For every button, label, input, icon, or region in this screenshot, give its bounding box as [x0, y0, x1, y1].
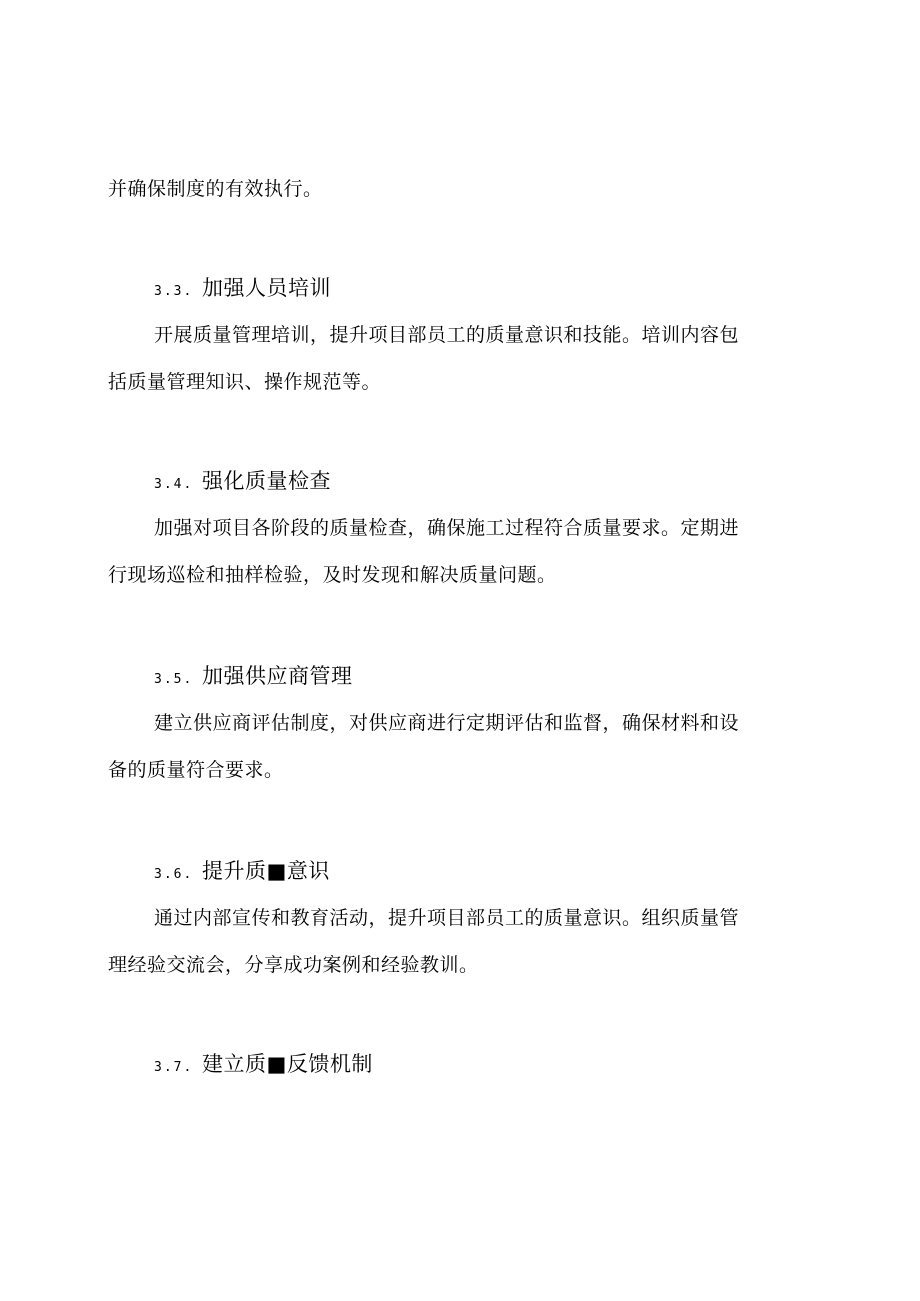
section-heading-3-6	[154, 855, 330, 885]
section-number: 3.6.	[154, 867, 194, 882]
section-body-3-6	[108, 895, 808, 989]
section-number: 3.5.	[154, 672, 194, 687]
intro-paragraph	[108, 166, 808, 213]
section-number: 3.4.	[154, 477, 194, 492]
section-body-3-4	[108, 505, 808, 599]
section-heading-3-3	[154, 272, 331, 302]
section-title: 强化质量检查	[202, 469, 331, 493]
section-heading-3-5	[154, 660, 353, 690]
section-body-3-5	[108, 700, 808, 794]
paragraph-line: 行现场巡检和抽样检验，及时发现和解决质量问题。	[108, 564, 557, 586]
section-title: 加强人员培训	[202, 276, 331, 300]
paragraph-line: 开展质量管理培训，提升项目部员工的质量意识和技能。培训内容包	[154, 324, 740, 346]
paragraph-line: 理经验交流会，分享成功案例和经验教训。	[108, 954, 479, 976]
paragraph-line: 备的质量符合要求。	[108, 759, 284, 781]
paragraph-line: 并确保制度的有效执行。	[108, 178, 323, 200]
paragraph-line: 加强对项目各阶段的质量检查，确保施工过程符合质量要求。定期进	[154, 517, 740, 539]
section-body-3-3	[108, 312, 808, 406]
section-heading-3-4	[154, 465, 331, 495]
section-number: 3.3.	[154, 284, 194, 299]
section-title: 加强供应商管理	[202, 664, 353, 688]
section-heading-3-7	[154, 1048, 373, 1078]
section-number: 3.7.	[154, 1060, 194, 1075]
section-title: 建立质■反馈机制	[202, 1052, 373, 1076]
section-title: 提升质■意识	[202, 859, 330, 883]
paragraph-line: 括质量管理知识、操作规范等。	[108, 371, 382, 393]
paragraph-line: 建立供应商评估制度，对供应商进行定期评估和监督，确保材料和设	[154, 712, 740, 734]
paragraph-line: 通过内部宣传和教育活动，提升项目部员工的质量意识。组织质量管	[154, 907, 740, 929]
